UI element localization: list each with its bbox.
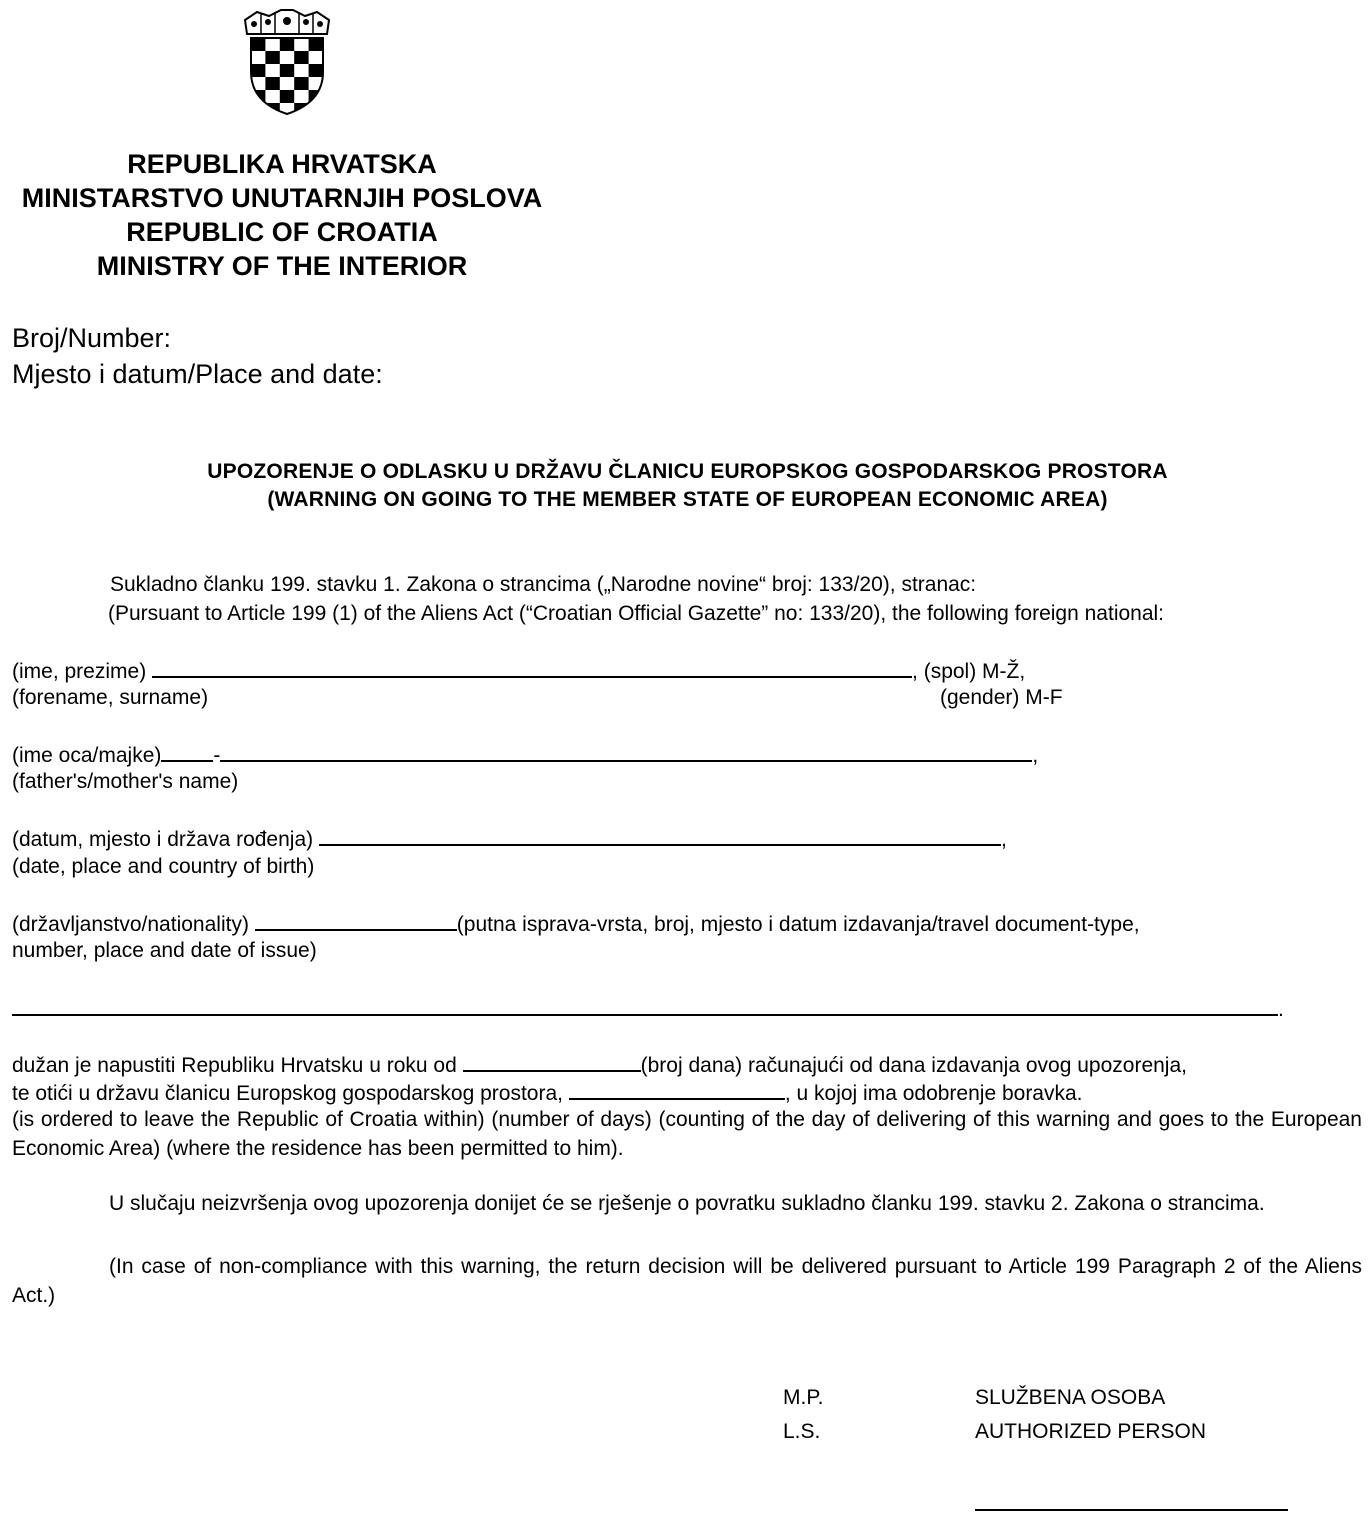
intro-en: (Pursuant to Article 199 (1) of the Aliens Act (“Croatian Official Gazette” no: 133/20), the following foreign national: xyxy=(108,602,1165,625)
number-label: Broj/Number: xyxy=(12,323,172,353)
travel-document-row xyxy=(12,994,1284,1024)
name-label-hr: (ime, prezime) xyxy=(12,660,147,683)
non-compliance-hr-text: U slučaju neizvršenja ovog upozorenja donijet će se rješenje o povratku sukladno članku 199. stavku 2. Zakona o strancima. xyxy=(109,1192,1265,1215)
gender-label-en: (gender) M-F xyxy=(940,686,1063,709)
nationality-label: (državljanstvo/nationality) xyxy=(12,913,249,936)
obligation-text-a: dužan je napustiti Republiku Hrvatsku u roku od xyxy=(12,1054,457,1077)
official-en: AUTHORIZED PERSON xyxy=(975,1420,1207,1443)
croatia-coat-of-arms-icon xyxy=(243,6,331,116)
birth-label-en: (date, place and country of birth) xyxy=(12,855,315,878)
document-meta xyxy=(12,320,383,392)
non-compliance-en-text: (In case of non-compliance with this warning, the return decision will be delivered pursuant to Article 199 Paragraph 2 of the Aliens Act.) xyxy=(12,1255,1362,1307)
travel-document-input-line[interactable] xyxy=(12,994,1278,1016)
obligation-text-c: te otići u državu članicu Europskog gospodarskog prostora, xyxy=(12,1082,563,1105)
title-hr: UPOZORENJE O ODLASKU U DRŽAVU ČLANICU EUROPSKOG GOSPODARSKOG PROSTORA xyxy=(207,460,1168,483)
seal-ls: L.S. xyxy=(783,1420,821,1443)
place-date-label: Mjesto i datum/Place and date: xyxy=(12,359,383,389)
parent-separator: - xyxy=(213,744,221,767)
obligation-text-en: (is ordered to leave the Republic of Croatia within) (number of days) (counting of the day of delivering of this warning and goes to the European Economic Area) (where the residence has been permitted to him). xyxy=(12,1108,1362,1160)
obligation-text-b: (broj dana) računajući od dana izdavanja ovog upozorenja, xyxy=(640,1054,1187,1077)
header-line-1: REPUBLIKA HRVATSKA xyxy=(127,149,437,179)
document-title xyxy=(0,458,1370,514)
title-en: (WARNING ON GOING TO THE MEMBER STATE OF EUROPEAN ECONOMIC AREA) xyxy=(267,488,1108,511)
birth-field-row xyxy=(12,824,1007,854)
parent-label-hr: (ime oca/majke) xyxy=(12,744,162,767)
name-label-en: (forename, surname) xyxy=(12,686,209,709)
non-compliance-en xyxy=(12,1253,1362,1310)
signature-line[interactable] xyxy=(975,1509,1288,1511)
eea-state-input-line[interactable] xyxy=(569,1078,785,1100)
header-line-4: MINISTRY OF THE INTERIOR xyxy=(96,251,468,281)
header-line-2: MINISTARSTVO UNUTARNJIH POSLOVA xyxy=(21,183,543,213)
travel-document-label-2: number, place and date of issue) xyxy=(12,939,317,962)
official-hr: SLUŽBENA OSOBA xyxy=(975,1386,1166,1409)
parent-label-en: (father's/mother's name) xyxy=(12,770,239,793)
nationality-input-line[interactable] xyxy=(255,909,457,931)
name-input-line[interactable] xyxy=(152,656,912,678)
parent-field-row xyxy=(12,740,1038,770)
father-name-input-line[interactable] xyxy=(161,740,213,762)
header-line-3: REPUBLIC OF CROATIA xyxy=(126,217,438,247)
parent-comma: , xyxy=(1032,744,1039,767)
birth-label-hr: (datum, mjesto i država rođenja) xyxy=(12,828,314,851)
birth-comma: , xyxy=(1000,828,1007,851)
travel-document-period: . xyxy=(1278,998,1284,1021)
birth-input-line[interactable] xyxy=(319,824,1001,846)
obligation-line-1 xyxy=(12,1050,1187,1080)
non-compliance-hr xyxy=(12,1190,1362,1219)
travel-document-label: (putna isprava-vrsta, broj, mjesto i datum izdavanja/travel document-type, xyxy=(456,913,1140,936)
days-input-line[interactable] xyxy=(463,1050,641,1072)
nationality-field-row xyxy=(12,909,1140,939)
name-field-row xyxy=(12,656,1025,686)
intro-hr: Sukladno članku 199. stavku 1. Zakona o strancima („Narodne novine“ broj: 133/20), stranac: xyxy=(110,573,977,596)
gender-label-hr: , (spol) M-Ž, xyxy=(912,660,1026,683)
seal-mp: M.P. xyxy=(783,1386,824,1409)
institution-header xyxy=(12,147,552,283)
obligation-line-2 xyxy=(12,1078,1083,1108)
mother-name-input-line[interactable] xyxy=(220,740,1032,762)
obligation-text-d: , u kojoj ima odobrenje boravka. xyxy=(784,1082,1083,1105)
